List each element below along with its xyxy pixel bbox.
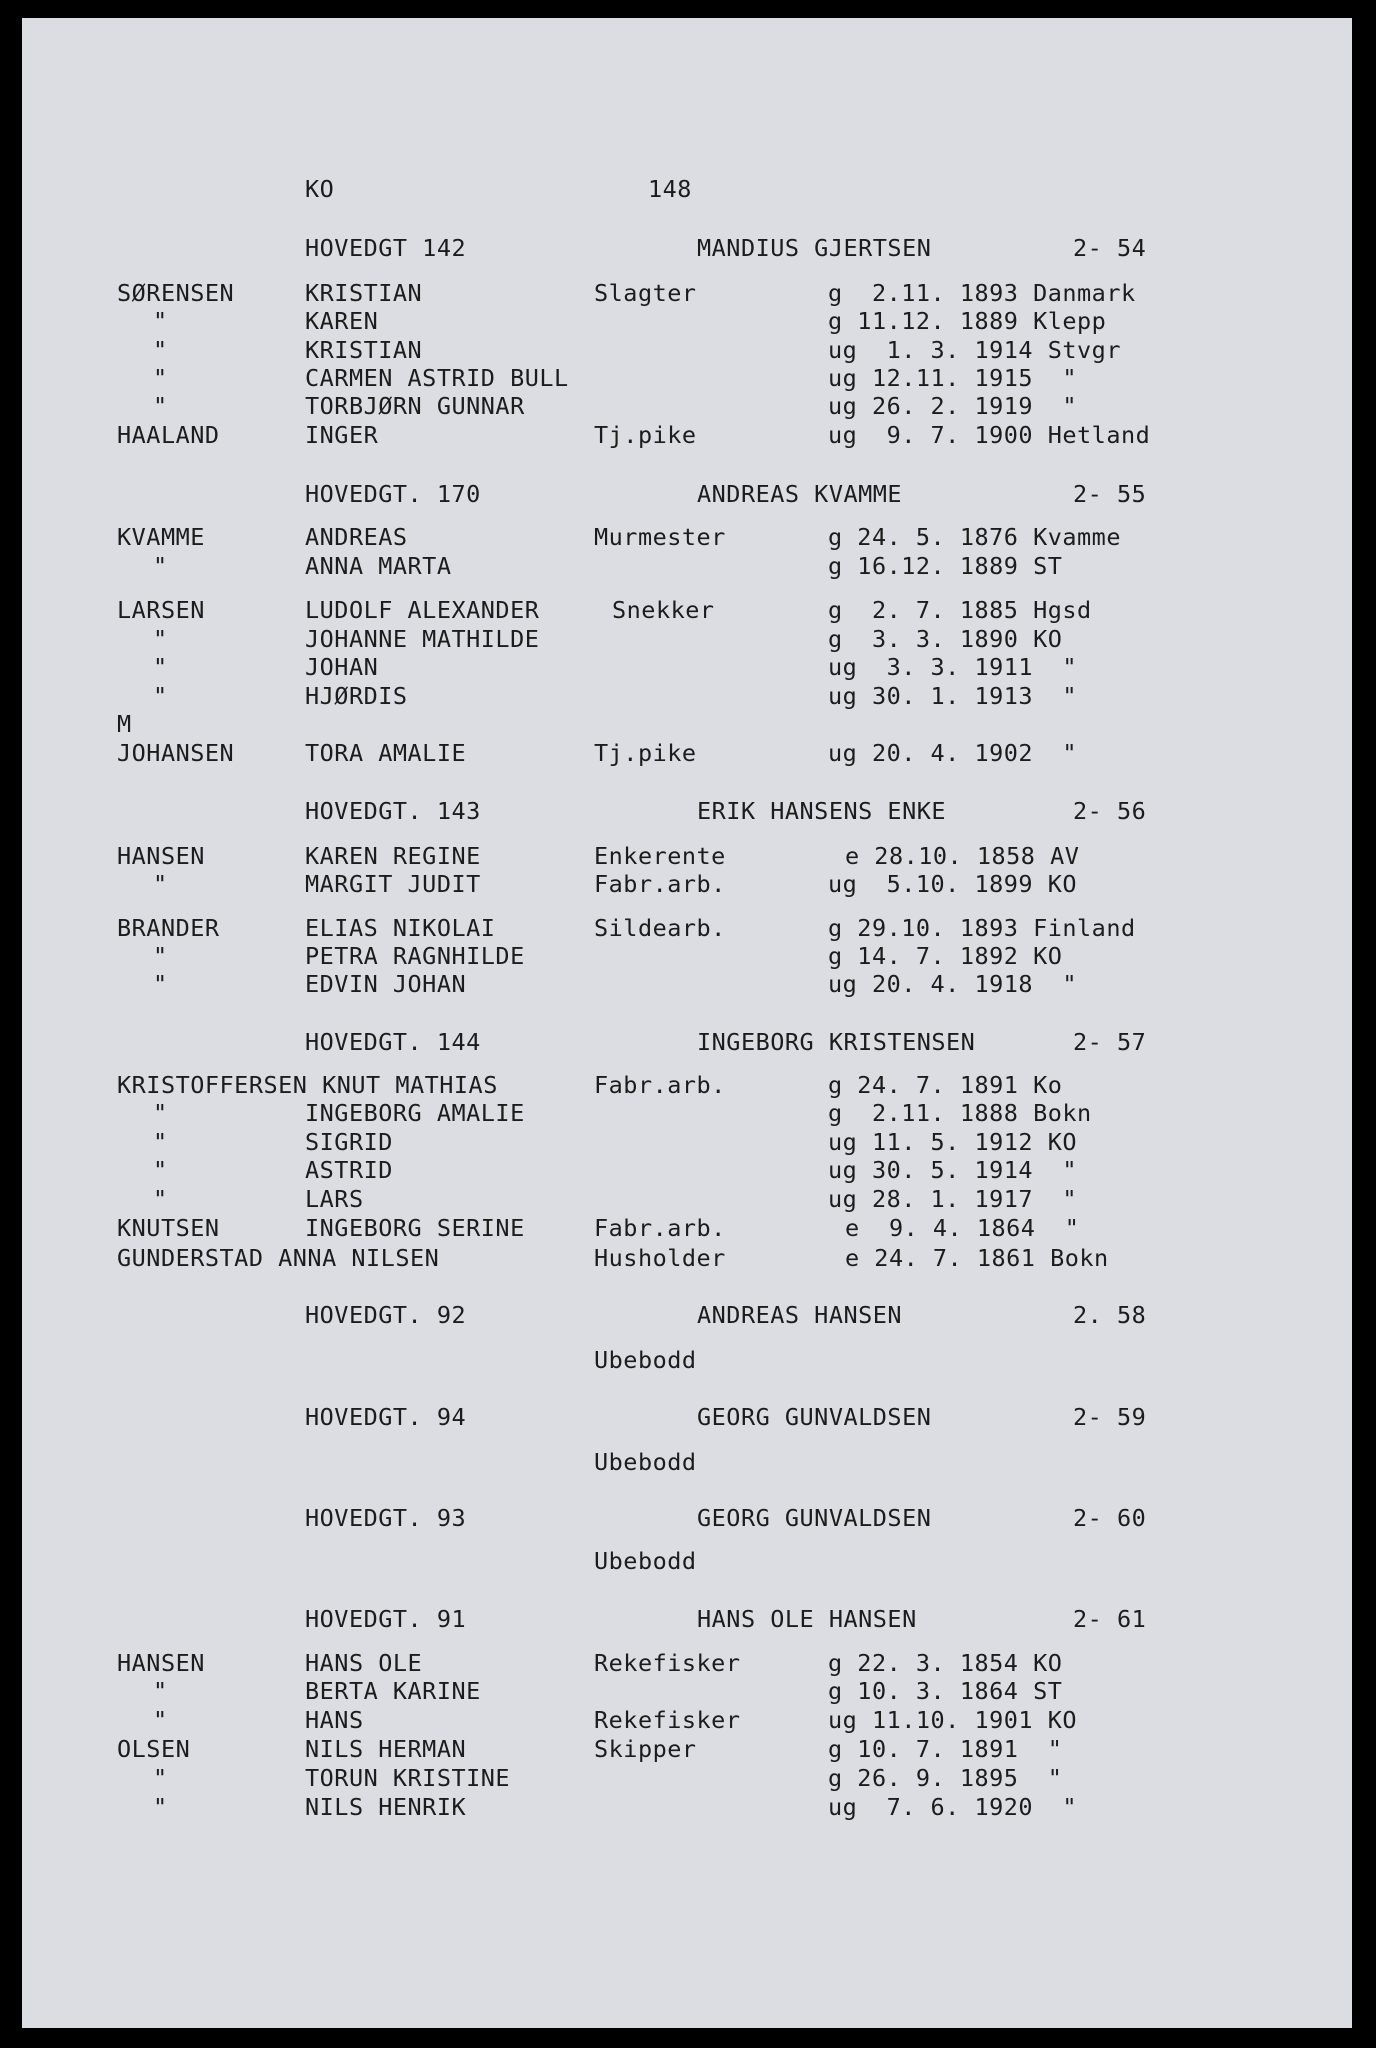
text-cell: Rekefisker [594, 1706, 741, 1734]
text-cell: ug 20. 4. 1918 " [828, 970, 1078, 998]
text-cell: ug 3. 3. 1911 " [828, 653, 1078, 681]
text-cell: g 2. 7. 1885 Hgsd [828, 596, 1092, 624]
text-cell: JOHANSEN [117, 739, 235, 767]
text-cell: Murmester [594, 523, 726, 551]
text-cell: ug 30. 5. 1914 " [828, 1156, 1078, 1184]
text-cell: BERTA KARINE [305, 1677, 481, 1705]
text-cell: g 24. 5. 1876 Kvamme [828, 523, 1121, 551]
text-cell: " [153, 1128, 168, 1156]
text-cell: " [153, 1793, 168, 1821]
text-cell: HOVEDGT 142 [305, 234, 467, 262]
text-cell: ug 11.10. 1901 KO [828, 1706, 1078, 1734]
text-cell: g 16.12. 1889 ST [828, 552, 1063, 580]
text-cell: TORA AMALIE [305, 739, 467, 767]
text-cell: SIGRID [305, 1128, 393, 1156]
text-cell: 2- 55 [1073, 480, 1147, 508]
text-cell: " [153, 625, 168, 653]
text-cell: 148 [648, 175, 692, 203]
text-cell: HOVEDGT. 170 [305, 480, 481, 508]
text-cell: ug 5.10. 1899 KO [828, 870, 1078, 898]
text-cell: Sildearb. [594, 914, 726, 942]
text-cell: " [153, 653, 168, 681]
text-cell: ANNA MARTA [305, 552, 452, 580]
text-cell: ug 7. 6. 1920 " [828, 1793, 1078, 1821]
text-cell: g 2.11. 1888 Bokn [828, 1099, 1092, 1127]
text-cell: Slagter [594, 279, 697, 307]
text-cell: OLSEN [117, 1735, 191, 1763]
text-cell: ug 11. 5. 1912 KO [828, 1128, 1078, 1156]
text-cell: ANDREAS HANSEN [697, 1301, 903, 1329]
text-cell: g 10. 7. 1891 " [828, 1735, 1063, 1763]
text-cell: LUDOLF ALEXANDER [305, 596, 540, 624]
text-cell: Fabr.arb. [594, 1214, 726, 1242]
text-cell: NILS HERMAN [305, 1735, 467, 1763]
text-cell: g 11.12. 1889 Klepp [828, 307, 1107, 335]
text-cell: Fabr.arb. [594, 870, 726, 898]
text-cell: TORUN KRISTINE [305, 1764, 511, 1792]
text-cell: " [153, 1677, 168, 1705]
text-cell: KO [305, 175, 335, 203]
text-cell: BRANDER [117, 914, 220, 942]
text-cell: KRISTOFFERSEN KNUT MATHIAS [117, 1071, 498, 1099]
text-cell: HANSEN [117, 842, 205, 870]
text-cell: HANS OLE HANSEN [697, 1605, 917, 1633]
document-page [22, 18, 1352, 2028]
text-cell: " [153, 1185, 168, 1213]
text-cell: ERIK HANSENS ENKE [697, 797, 947, 825]
text-cell: MANDIUS GJERTSEN [697, 234, 932, 262]
text-cell: JOHANNE MATHILDE [305, 625, 540, 653]
text-cell: HOVEDGT. 144 [305, 1028, 481, 1056]
text-cell: g 24. 7. 1891 Ko [828, 1071, 1063, 1099]
text-cell: PETRA RAGNHILDE [305, 942, 525, 970]
text-cell: " [153, 870, 168, 898]
text-cell: HOVEDGT. 143 [305, 797, 481, 825]
text-cell: e 28.10. 1858 AV [845, 842, 1080, 870]
text-cell: " [153, 1156, 168, 1184]
text-cell: NILS HENRIK [305, 1793, 467, 1821]
text-cell: 2- 56 [1073, 797, 1147, 825]
text-cell: 2- 61 [1073, 1605, 1147, 1633]
text-cell: CARMEN ASTRID BULL [305, 364, 569, 392]
text-cell: " [153, 392, 168, 420]
text-cell: " [153, 682, 168, 710]
text-cell: g 26. 9. 1895 " [828, 1764, 1063, 1792]
text-cell: " [153, 552, 168, 580]
text-cell: ug 20. 4. 1902 " [828, 739, 1078, 767]
text-cell: HOVEDGT. 94 [305, 1403, 467, 1431]
text-cell: ug 28. 1. 1917 " [828, 1185, 1078, 1213]
text-cell: HANS OLE [305, 1649, 423, 1677]
text-cell: ug 30. 1. 1913 " [828, 682, 1078, 710]
text-cell: " [153, 942, 168, 970]
text-cell: Ubebodd [594, 1547, 697, 1575]
text-cell: KAREN [305, 307, 379, 335]
text-cell: KRISTIAN [305, 336, 423, 364]
text-cell: " [153, 1706, 168, 1734]
text-cell: 2- 54 [1073, 234, 1147, 262]
text-cell: 2. 58 [1073, 1301, 1147, 1329]
text-cell: Skipper [594, 1735, 697, 1763]
text-cell: g 14. 7. 1892 KO [828, 942, 1063, 970]
text-cell: ASTRID [305, 1156, 393, 1184]
text-cell: 2- 57 [1073, 1028, 1147, 1056]
text-cell: " [153, 1099, 168, 1127]
text-cell: g 29.10. 1893 Finland [828, 914, 1136, 942]
text-cell: HJØRDIS [305, 682, 408, 710]
text-cell: TORBJØRN GUNNAR [305, 392, 525, 420]
text-cell: " [153, 336, 168, 364]
text-cell: HOVEDGT. 92 [305, 1301, 467, 1329]
text-cell: KNUTSEN [117, 1214, 220, 1242]
text-cell: HAALAND [117, 421, 220, 449]
text-cell: ANDREAS KVAMME [697, 480, 903, 508]
text-cell: Husholder [594, 1244, 726, 1272]
text-cell: g 22. 3. 1854 KO [828, 1649, 1063, 1677]
text-cell: Enkerente [594, 842, 726, 870]
text-cell: INGEBORG KRISTENSEN [697, 1028, 976, 1056]
text-cell: Ubebodd [594, 1448, 697, 1476]
text-cell: Tj.pike [594, 739, 697, 767]
text-cell: 2- 59 [1073, 1403, 1147, 1431]
text-cell: e 9. 4. 1864 " [845, 1214, 1080, 1242]
text-cell: g 2.11. 1893 Danmark [828, 279, 1136, 307]
text-cell: ELIAS NIKOLAI [305, 914, 496, 942]
text-cell: INGER [305, 421, 379, 449]
text-cell: ug 12.11. 1915 " [828, 364, 1078, 392]
text-cell: Rekefisker [594, 1649, 741, 1677]
text-cell: e 24. 7. 1861 Bokn [845, 1244, 1109, 1272]
text-cell: g 10. 3. 1864 ST [828, 1677, 1063, 1705]
text-cell: HOVEDGT. 91 [305, 1605, 467, 1633]
text-cell: Snekker [612, 596, 715, 624]
text-cell: Fabr.arb. [594, 1071, 726, 1099]
text-cell: ug 9. 7. 1900 Hetland [828, 421, 1151, 449]
text-cell: " [153, 307, 168, 335]
text-cell: INGEBORG AMALIE [305, 1099, 525, 1127]
text-cell: LARS [305, 1185, 364, 1213]
text-cell: Tj.pike [594, 421, 697, 449]
text-cell: KAREN REGINE [305, 842, 481, 870]
text-cell: g 3. 3. 1890 KO [828, 625, 1063, 653]
text-cell: GEORG GUNVALDSEN [697, 1504, 932, 1532]
text-cell: 2- 60 [1073, 1504, 1147, 1532]
text-cell: EDVIN JOHAN [305, 970, 467, 998]
text-cell: SØRENSEN [117, 279, 235, 307]
text-cell: KRISTIAN [305, 279, 423, 307]
text-cell: JOHAN [305, 653, 379, 681]
text-cell: " [153, 364, 168, 392]
text-cell: M [117, 710, 132, 738]
text-cell: GEORG GUNVALDSEN [697, 1403, 932, 1431]
text-cell: " [153, 970, 168, 998]
text-cell: HANS [305, 1706, 364, 1734]
text-cell: ug 26. 2. 1919 " [828, 392, 1078, 420]
text-cell: ug 1. 3. 1914 Stvgr [828, 336, 1121, 364]
text-cell: LARSEN [117, 596, 205, 624]
text-cell: " [153, 1764, 168, 1792]
text-cell: HANSEN [117, 1649, 205, 1677]
text-cell: GUNDERSTAD ANNA NILSEN [117, 1244, 440, 1272]
text-cell: ANDREAS [305, 523, 408, 551]
text-cell: Ubebodd [594, 1346, 697, 1374]
text-cell: KVAMME [117, 523, 205, 551]
text-cell: MARGIT JUDIT [305, 870, 481, 898]
text-cell: HOVEDGT. 93 [305, 1504, 467, 1532]
text-cell: INGEBORG SERINE [305, 1214, 525, 1242]
